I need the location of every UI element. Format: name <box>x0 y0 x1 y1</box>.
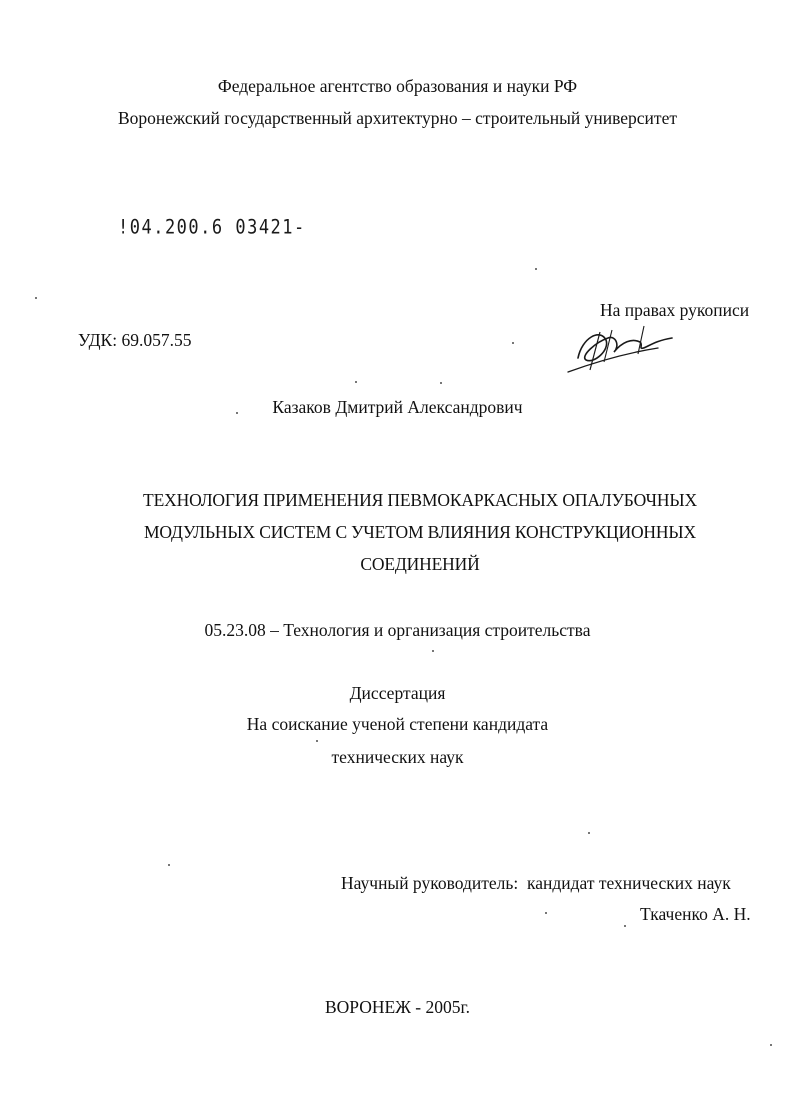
specialty-code: 05.23.08 – Технология и организация строительства <box>204 620 591 640</box>
degree-line-2: технических наук <box>331 747 464 767</box>
scan-speck <box>512 342 514 344</box>
scan-speck <box>236 412 238 414</box>
scan-speck <box>168 864 170 866</box>
author-name: Казаков Дмитрий Александрович <box>272 397 523 417</box>
scan-speck <box>588 832 590 834</box>
signature-graphic <box>560 318 680 378</box>
dissertation-label: Диссертация <box>349 683 446 703</box>
degree-line-1: На соискание ученой степени кандидата <box>246 714 549 734</box>
supervisor-label: Научный руководитель: кандидат технических наук <box>341 873 731 893</box>
thesis-title-line-3: СОЕДИНЕНИЙ <box>360 554 480 574</box>
supervisor-name: Ткаченко А. Н. <box>640 904 751 924</box>
scan-speck <box>355 381 357 383</box>
thesis-title-line-2: МОДУЛЬНЫХ СИСТЕМ С УЧЕТОМ ВЛИЯНИЯ КОНСТРУКЦИОННЫХ <box>143 522 697 542</box>
scan-speck <box>545 912 547 914</box>
scan-speck <box>535 268 537 270</box>
scan-speck <box>316 740 318 742</box>
scan-speck <box>440 382 442 384</box>
agency-name: Федеральное агентство образования и науки РФ <box>217 76 578 96</box>
udc-code: УДК: 69.057.55 <box>78 330 192 350</box>
scan-speck <box>432 650 434 652</box>
manuscript-note: На правах рукописи <box>600 300 750 320</box>
scan-speck <box>35 297 37 299</box>
thesis-title-line-1: ТЕХНОЛОГИЯ ПРИМЕНЕНИЯ ПЕВМОКАРКАСНЫХ ОПАЛУБОЧНЫХ <box>143 490 697 510</box>
university-name: Воронежский государственный архитектурно – строительный университет <box>117 108 677 128</box>
registry-code: !04.200.6 03421- <box>118 216 306 239</box>
scan-speck <box>770 1044 772 1046</box>
city-year: ВОРОНЕЖ - 2005г. <box>324 997 471 1017</box>
scan-speck <box>624 925 626 927</box>
